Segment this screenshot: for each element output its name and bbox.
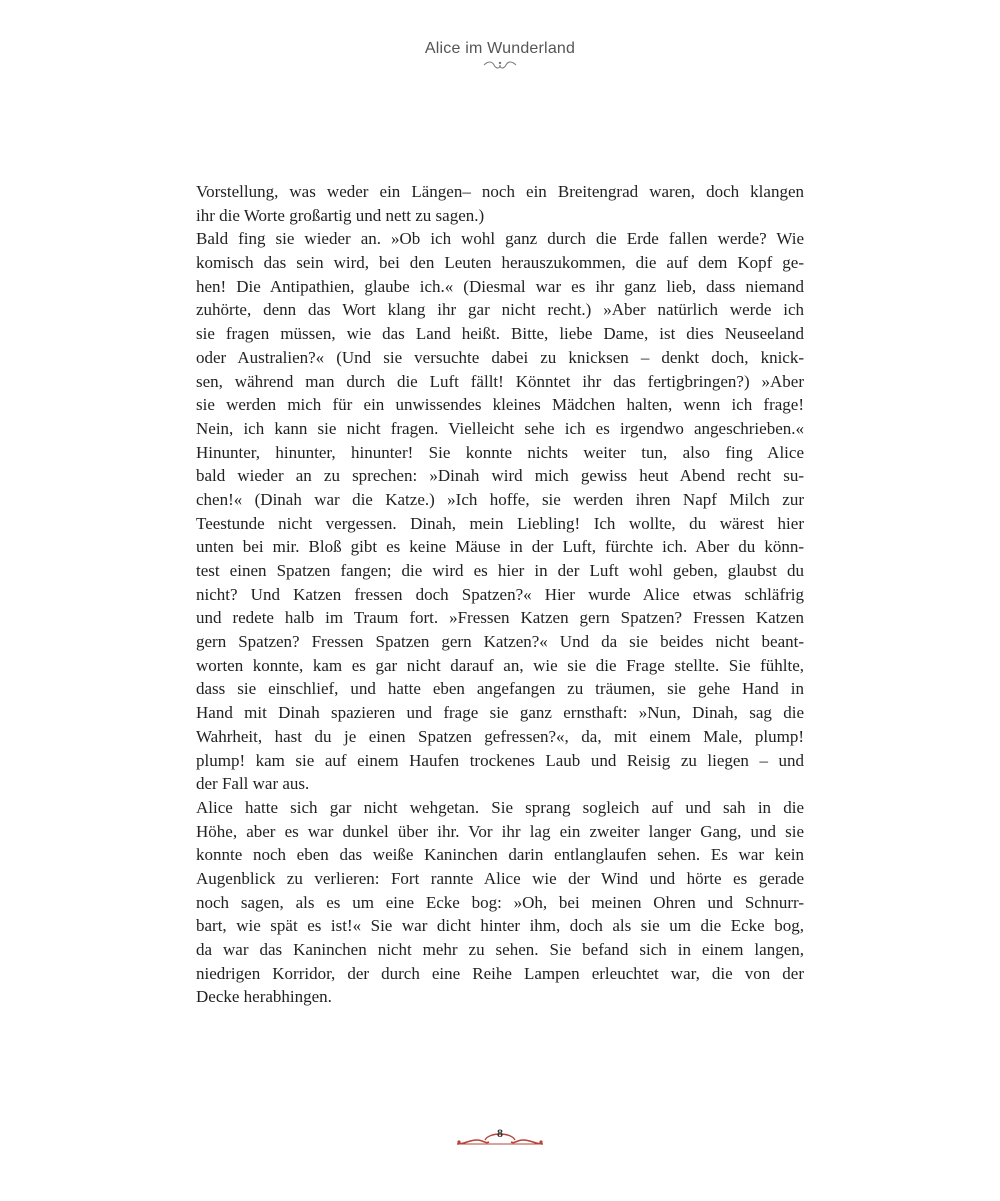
text-line: Wahrheit, hast du je einen Spatzen gefressen?«, da, mit einem Male, plump! [196, 726, 804, 746]
text-line: noch sagen, als es um eine Ecke bog: »Oh, bei meinen Ohren und Schnurr- [196, 892, 804, 912]
text-line: sen, während man durch die Luft fällt! Könntet ihr das fertigbringen?) »Aber [196, 371, 804, 391]
page-number: 8 [497, 1126, 503, 1140]
text-line: komisch das sein wird, bei den Leuten herauszukommen, die auf dem Kopf ge- [196, 253, 804, 273]
text-line: Nein, ich kann sie nicht fragen. Vielleicht sehe ich es irgendwo angeschrieben.« [196, 418, 804, 438]
text-line: worten konnte, kam es gar nicht darauf an, wie sie die Frage stellte. Sie fühlte, [196, 655, 804, 675]
text-line: Hinunter, hinunter, hinunter! Sie konnte nichts weiter tun, also fing Alice [196, 442, 804, 462]
flourish-ornament-icon [480, 60, 520, 70]
text-line: chen!« (Dinah war die Katze.) »Ich hoffe, sie werden ihren Napf Milch zur [196, 489, 804, 509]
text-line: Augenblick zu verlieren: Fort rannte Alice wie der Wind und hörte es gerade [196, 868, 804, 888]
text-line: sie werden mich für ein unwissendes kleines Mädchen halten, wenn ich frage! [196, 395, 804, 415]
body-text [196, 180, 804, 1009]
text-line: konnte noch eben das weiße Kaninchen darin entlanglaufen sehen. Es war kein [196, 845, 804, 865]
text-line: niedrigen Korridor, der durch eine Reihe Lampen erleuchtet war, die von der [196, 963, 804, 983]
text-line: Teestunde nicht vergessen. Dinah, mein Liebling! Ich wollte, du wärest hier [196, 513, 804, 533]
page-footer [0, 1122, 1000, 1152]
text-line: Alice hatte sich gar nicht wehgetan. Sie sprang sogleich auf und sah in die [196, 797, 804, 817]
text-line: test einen Spatzen fangen; die wird es hier in der Luft wohl geben, glaubst du [196, 561, 804, 580]
text-line: Höhe, aber es war dunkel über ihr. Vor ihr lag ein zweiter langer Gang, und sie [196, 821, 804, 841]
text-line: bart, wie spät es ist!« Sie war dicht hinter ihm, doch als sie um die Ecke bog, [196, 916, 804, 936]
text-line: zuhörte, denn das Wort klang ihr gar nicht recht.) »Aber natürlich werde ich [196, 300, 804, 320]
text-line: und redete halb im Traum fort. »Fressen Katzen gern Spatzen? Fressen Katzen [196, 608, 804, 628]
text-line: sie fragen müssen, wie das Land heißt. Bitte, liebe Dame, ist dies Neuseeland [196, 324, 804, 344]
text-line: oder Australien?« (Und sie versuchte dabei zu knicksen – denkt doch, knick- [196, 347, 804, 367]
text-line: Decke herabhingen. [196, 987, 332, 1007]
text-line: hen! Die Antipathien, glaube ich.« (Diesmal war es ihr ganz lieb, dass niemand [196, 276, 804, 296]
text-line: dass sie einschlief, und hatte eben angefangen zu träumen, sie gehe Hand in [196, 679, 804, 699]
text-line: gern Spatzen? Fressen Spatzen gern Katzen?« Und da sie beides nicht beant- [196, 632, 804, 652]
text-line: Hand mit Dinah spazieren und frage sie ganz ernsthaft: »Nun, Dinah, sag die [196, 703, 804, 723]
header-title: Alice im Wunderland [424, 40, 576, 57]
text-line: nicht? Und Katzen fressen doch Spatzen?« Hier wurde Alice etwas schläfrig [196, 584, 804, 604]
text-line: bald wieder an zu sprechen: »Dinah wird mich gewiss heut Abend recht su- [196, 466, 804, 486]
text-line: plump! kam sie auf einem Haufen trockenes Laub und Reisig zu liegen – und [196, 750, 804, 770]
text-line: da war das Kaninchen nicht mehr zu sehen. Sie befand sich in einem langen, [196, 940, 804, 959]
text-line: Vorstellung, was weder ein Längen– noch ein Breitengrad waren, doch klangen [196, 182, 804, 201]
text-line: der Fall war aus. [196, 774, 310, 794]
text-line: unten bei mir. Bloß gibt es keine Mäuse in der Luft, fürchte ich. Aber du könn- [196, 537, 804, 557]
text-line: Bald fing sie wieder an. »Ob ich wohl ganz durch die Erde fallen werde? Wie [196, 229, 804, 249]
text-line: ihr die Worte großartig und nett zu sagen.) [196, 205, 485, 225]
running-header [0, 40, 1000, 70]
